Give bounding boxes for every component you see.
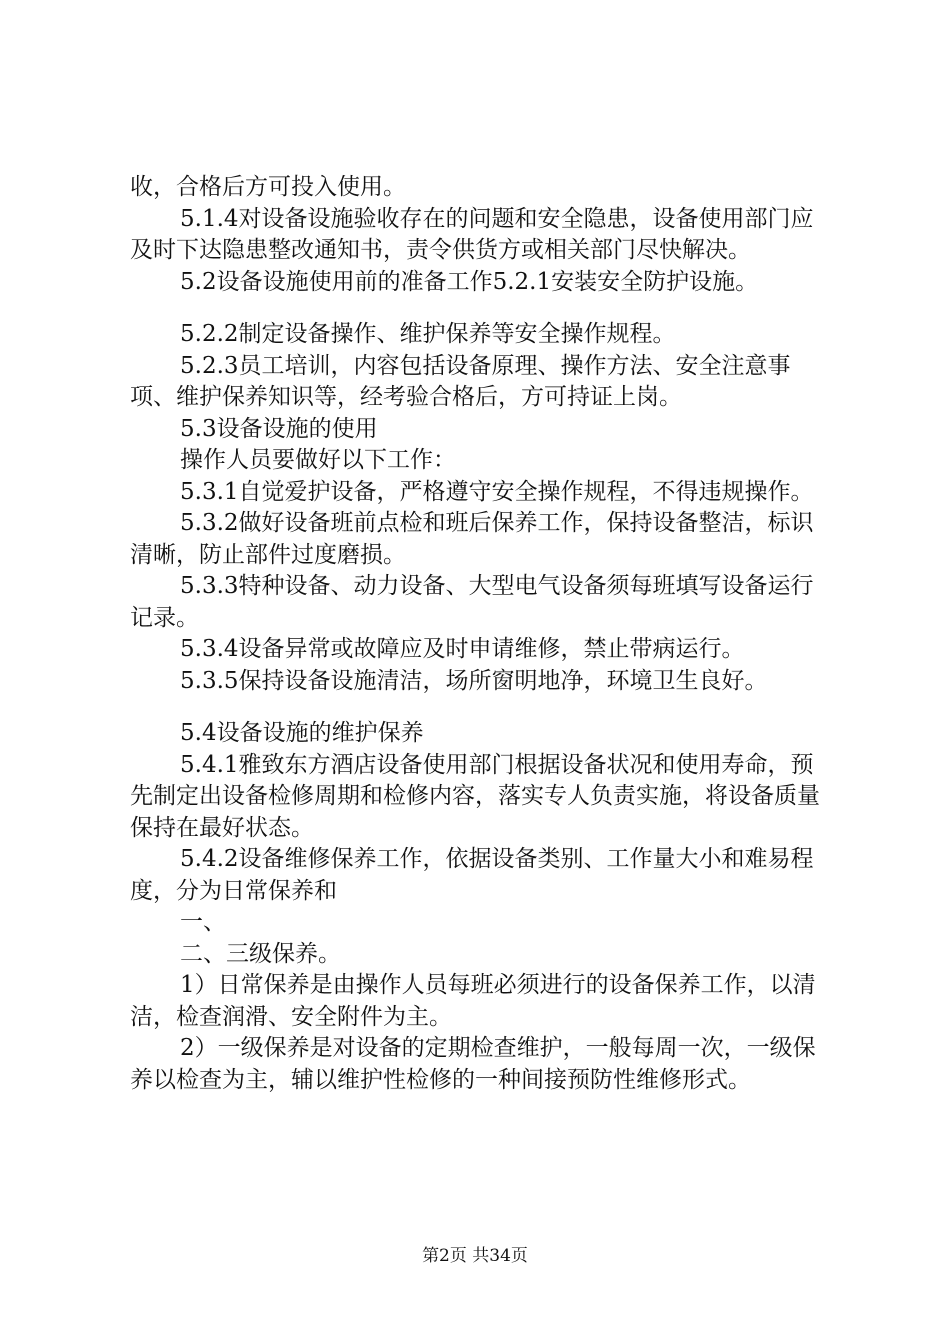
paragraph: 5.4.2设备维修保养工作，依据设备类别、工作量大小和难易程度，分为日常保养和 xyxy=(130,846,814,904)
paragraph: 操作人员要做好以下工作： xyxy=(180,447,456,473)
paragraph: 5.3.1自觉爱护设备，严格遵守安全操作规程，不得违规操作。 xyxy=(180,478,814,505)
paragraph: 2）一级保养是对设备的定期检查维护，一般每周一次，一级保养以检查为主，辅以维护性检修的一种间接预防性维修形式。 xyxy=(130,1035,816,1093)
paragraph: 收，合格后方可投入使用。 xyxy=(130,174,406,200)
paragraph: 5.1.4对设备设施验收存在的问题和安全隐患，设备使用部门应及时下达隐患整改通知书，责令供货方或相关部门尽快解决。 xyxy=(130,205,814,263)
page-number-footer: 第2页 共34页 xyxy=(422,1246,528,1266)
paragraph: 5.3.4设备异常或故障应及时申请维修，禁止带病运行。 xyxy=(180,636,745,662)
paragraph: 5.2设备设施使用前的准备工作5.2.1安装安全防护设施。 xyxy=(180,268,759,295)
document-body xyxy=(130,172,835,1096)
paragraph: 5.3设备设施的使用 xyxy=(180,415,378,442)
paragraph: 5.4.1雅致东方酒店设备使用部门根据设备状况和使用寿命，预先制定出设备检修周期和检修内容，落实专人负责实施，将设备质量保持在最好状态。 xyxy=(130,751,820,841)
paragraph: 1）日常保养是由操作人员每班必须进行的设备保养工作，以清洁，检查润滑、安全附件为主。 xyxy=(130,972,816,1030)
paragraph: 二、三级保养。 xyxy=(180,940,341,967)
paragraph: 5.3.5保持设备设施清洁，场所窗明地净，环境卫生良好。 xyxy=(180,667,768,694)
paragraph: 一、 xyxy=(180,909,226,935)
paragraph: 5.4设备设施的维护保养 xyxy=(180,720,424,746)
paragraph: 5.2.3员工培训，内容包括设备原理、操作方法、安全注意事项、维护保养知识等，经考验合格后，方可持证上岗。 xyxy=(130,352,791,410)
paragraph: 5.2.2制定设备操作、维护保养等安全操作规程。 xyxy=(180,321,676,347)
paragraph: 5.3.3特种设备、动力设备、大型电气设备须每班填写设备运行记录。 xyxy=(130,573,814,631)
paragraph: 5.3.2做好设备班前点检和班后保养工作，保持设备整洁，标识清晰，防止部件过度磨损。 xyxy=(130,510,814,568)
